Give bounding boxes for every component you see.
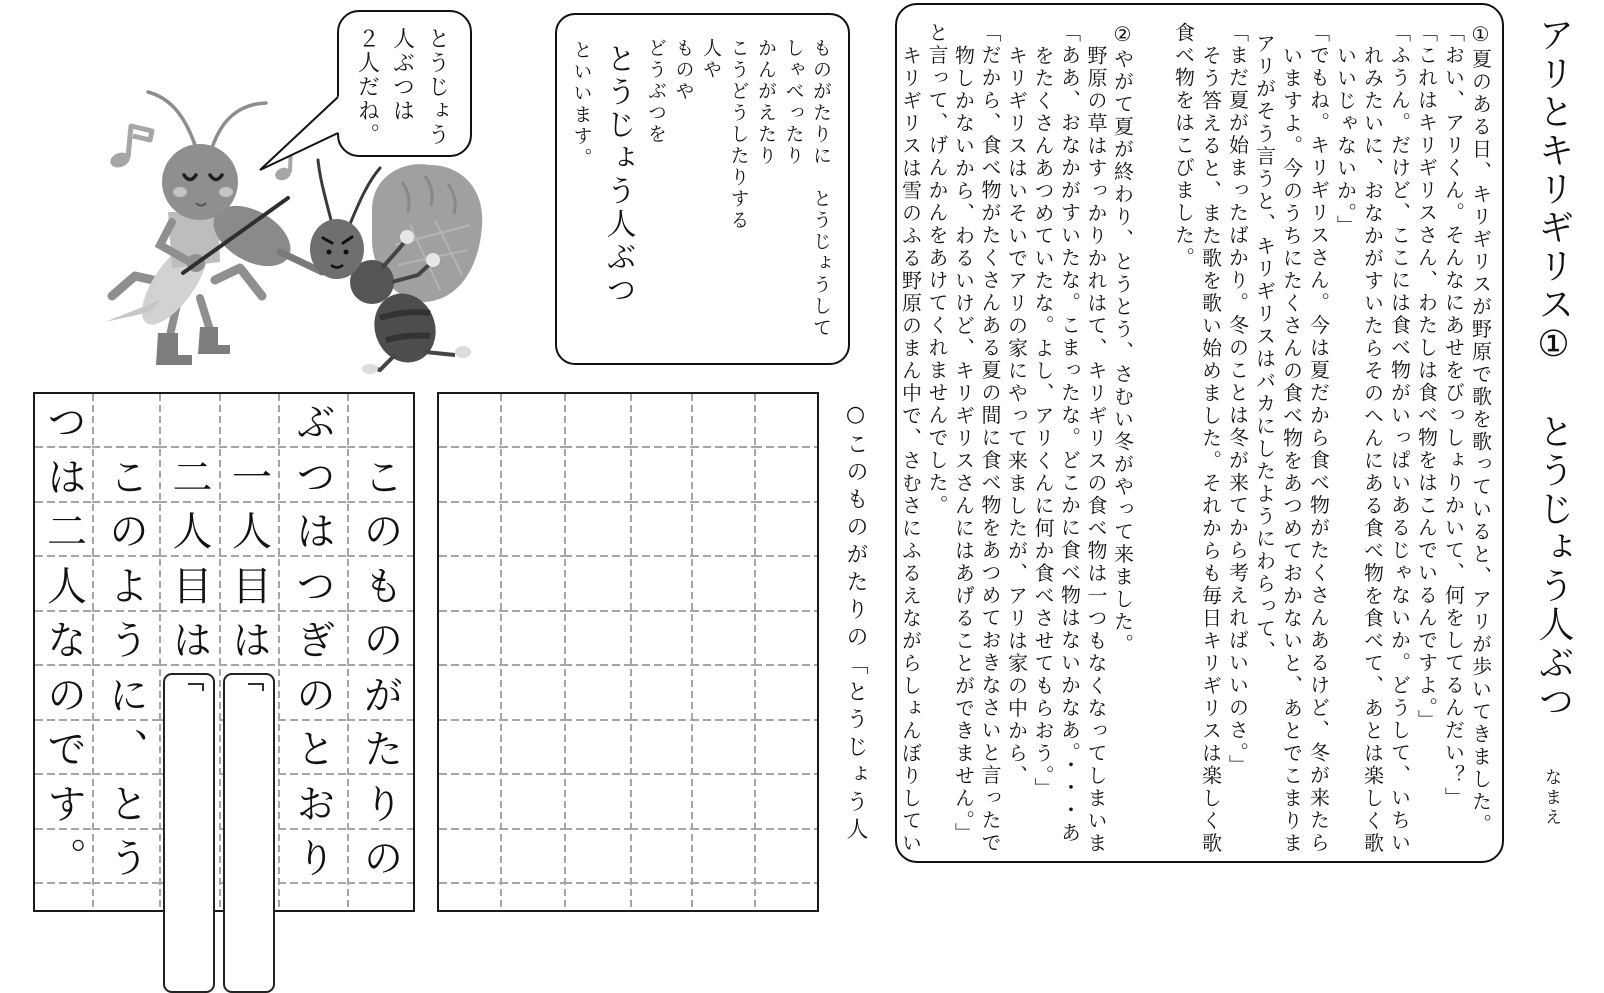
grid-cell: [159, 558, 219, 613]
story-line: キリギリスは雪のふる野原のまん中で、さむさにふるえながらしょんぼりしてい: [898, 44, 923, 855]
grid-char: が: [357, 673, 403, 714]
story-line: をたくさんあつめていたな。よし、アリくんに何か食べさせてもらおう。」: [1031, 44, 1055, 800]
grid-cell: [92, 394, 159, 449]
writing-grid-column[interactable]: [691, 394, 754, 910]
grid-cell: [278, 503, 347, 558]
grid-char: な: [40, 619, 87, 660]
story-part-2: [897, 22, 1136, 855]
grid-char: の: [102, 510, 149, 551]
grid-cell: [347, 394, 413, 449]
writing-grid-column[interactable]: [564, 394, 630, 910]
grid-cell: [159, 394, 219, 449]
grid-cell: [35, 503, 92, 558]
story-line: 「これはキリギリスさん、わたしは食べ物をはこんでいるんですよ。」: [1414, 22, 1439, 732]
grid-cell: [347, 776, 413, 831]
grid-cell: [278, 449, 347, 504]
grid-cell: [219, 612, 278, 667]
grid-cell: [278, 612, 347, 667]
grid-cell: [347, 721, 413, 776]
grid-cell: [278, 830, 347, 885]
grid-cell: [219, 503, 278, 558]
story-line: 「でもね。キリギリスさん。今は夏だから食べ物がたくさんあるけど、冬が来たら: [1306, 22, 1331, 855]
speech-line: ２人だね。: [354, 27, 380, 147]
grid-char: ぎ: [289, 619, 336, 660]
story-line: と言って、げんかんをあけてくれませんでした。: [925, 22, 949, 517]
grid-char: う: [102, 837, 149, 878]
grid-char: 人: [166, 510, 212, 551]
grid-char: よ: [102, 564, 149, 605]
grid-cell: [278, 721, 347, 776]
definition-text: [567, 38, 834, 339]
definition-line: かんがえたり: [755, 38, 777, 167]
story-line: いいじゃないか。」: [1333, 44, 1358, 237]
grid-char: つ: [289, 564, 336, 605]
grid-cell: [159, 449, 219, 504]
grid-char: り: [357, 782, 403, 823]
story-line: れみたいに、おなかがすいたらそのへんにある食べ物を食べて、あとは楽しく歌: [1360, 44, 1385, 855]
grid-cell: [35, 612, 92, 667]
grid-cell: [92, 503, 159, 558]
grid-char: は: [225, 619, 272, 660]
grid-cell: [278, 776, 347, 831]
grid-column: [35, 394, 92, 910]
story-line: ②やがて夏が終わり、とうとう、さむい冬がやって来ました。: [1110, 22, 1135, 656]
definition-line: どうぶつを: [645, 38, 667, 146]
grid-cell: [347, 558, 413, 613]
grid-cell: [159, 503, 219, 558]
writing-grid[interactable]: [437, 392, 819, 912]
grid-char: 目: [166, 564, 212, 605]
grid-cell: [219, 449, 278, 504]
grid-char: つ: [40, 401, 87, 442]
grid-column: [278, 394, 347, 910]
grid-cell: [159, 612, 219, 667]
story-line: 「まだ夏が始まったばかり。冬のことは冬が来てから考えればいいのさ。」: [1225, 22, 1250, 777]
grid-cell: [92, 449, 159, 504]
definition-box: [555, 13, 850, 365]
grid-cell: [347, 667, 413, 722]
ant-character: [310, 160, 482, 374]
grid-cell: [92, 776, 159, 831]
definition-line: ものや: [672, 38, 695, 103]
question-prompt: [841, 402, 869, 845]
grid-cell: [92, 558, 159, 613]
worksheet-title: アリとキリギリス①: [1533, 16, 1574, 368]
grid-char: 人: [40, 564, 87, 605]
story-line: アリがそう言うと、キリギリスはバカにしたようにわらって、: [1252, 33, 1277, 663]
grid-char: 、: [102, 728, 149, 769]
grid-char: こ: [102, 455, 149, 496]
story-line: いますよ。今のうちにたくさんの食べ物をあつめておかないと、あとでこまりま: [1279, 44, 1304, 855]
grid-column: [92, 394, 159, 910]
grid-char: は: [40, 455, 87, 496]
writing-grid-column[interactable]: [754, 394, 817, 910]
open-bracket-mark: [248, 683, 264, 691]
grid-cell: [219, 558, 278, 613]
grid-char: の: [357, 837, 403, 878]
grid-cell: [35, 394, 92, 449]
grid-char: は: [166, 619, 212, 660]
story-line: 「おい、アリくん。そんなにあせをびっしょりかいて、何をしてるんだい？」: [1441, 22, 1466, 810]
question-marker-icon: ○: [843, 402, 868, 433]
grid-cell: [278, 667, 347, 722]
grid-cell: [347, 449, 413, 504]
writing-grid-column[interactable]: [630, 394, 691, 910]
story-line: 物しかないから、わるいけど、キリギリスさんにはあげることができません。」: [951, 44, 976, 845]
grid-char: と: [102, 782, 149, 823]
grid-char: と: [289, 728, 336, 769]
grid-cell: [92, 721, 159, 776]
grid-char: ぶ: [289, 401, 336, 442]
grid-column: [159, 394, 219, 910]
grid-cell: [347, 612, 413, 667]
writing-grid-column[interactable]: [500, 394, 564, 910]
grid-char: り: [289, 837, 336, 878]
grid-cell: [92, 830, 159, 885]
answer-blank-second-character[interactable]: [163, 673, 215, 993]
grid-cell: [35, 721, 92, 776]
grid-char: も: [357, 564, 403, 605]
grid-char: 二: [166, 455, 212, 496]
definition-keyword: とうじょう人ぶつ: [600, 43, 636, 307]
grid-char: 人: [225, 510, 272, 551]
grid-cell: [219, 394, 278, 449]
story-part-1: [1170, 22, 1494, 855]
name-label: なまえ: [1541, 768, 1561, 828]
grid-cell: [35, 776, 92, 831]
story-line: ①夏のある日、キリギリスが野原で歌を歌っていると、アリが歩いてきました。: [1468, 22, 1493, 836]
grid-cell: [35, 830, 92, 885]
story-line: 食べ物をはこびました。: [1171, 22, 1196, 270]
grid-cell: [278, 394, 347, 449]
speech-line: とうじょう: [424, 27, 450, 147]
story-line: 「ああ、おなかがすいたな。こまったな。どこかに食べ物はないかなあ。・・・あ: [1057, 22, 1082, 845]
grid-char: に: [102, 673, 149, 714]
story-line: 「ふうん。だけど、ここには食べ物がいっぱいあるじゃないか。どうして、いちい: [1387, 22, 1412, 855]
story-line: そう答えると、また歌を歌い始めました。それからも毎日キリギリスは楽しく歌: [1198, 44, 1223, 855]
grid-cell: [347, 503, 413, 558]
grid-cell: [35, 558, 92, 613]
grid-char: で: [40, 728, 87, 769]
definition-line: 人や: [700, 38, 722, 81]
answer-grid: [33, 392, 415, 912]
grid-char: の: [40, 673, 87, 714]
grid-char: つ: [289, 455, 336, 496]
speech-bubble-text: [350, 27, 455, 147]
question-text: このものがたりの「とうじょう人: [843, 432, 868, 845]
grid-cell: [35, 449, 92, 504]
answer-blank-first-character[interactable]: [223, 673, 275, 993]
grid-column: [347, 394, 413, 910]
grid-cell: [92, 612, 159, 667]
grid-char: す: [40, 782, 87, 823]
definition-closing: といいます。: [570, 40, 593, 169]
worksheet-subtitle: とうじょう人ぶつ: [1533, 413, 1574, 721]
definition-line: ものがたりに とうじょうして: [810, 38, 832, 339]
grid-char: の: [289, 673, 336, 714]
definition-line: こうどうしたりする: [727, 38, 750, 232]
open-bracket-mark: [188, 683, 204, 691]
grid-char: お: [289, 782, 336, 823]
definition-line: しゃべったり: [782, 38, 805, 167]
grid-char: 二: [40, 510, 87, 551]
grid-cell: [347, 830, 413, 885]
speech-bubble-tail: [0, 0, 360, 180]
grid-cell: [92, 667, 159, 722]
story-box: [895, 3, 1504, 863]
grid-cell: [278, 558, 347, 613]
grid-char: は: [289, 510, 336, 551]
grid-char: 一: [225, 455, 272, 496]
grid-char: 。: [40, 837, 87, 878]
grid-char: の: [357, 619, 403, 660]
story-line: 「だから、食べ物がたくさんある夏の間に食べ物をあつめておきなさいと言ったで: [978, 22, 1002, 855]
grid-cell: [35, 667, 92, 722]
grid-char: こ: [357, 455, 403, 496]
writing-grid-column[interactable]: [439, 394, 500, 910]
story-line: キリギリスはいそいでアリの家にやって来ましたが、アリは家の中から、: [1004, 44, 1029, 787]
grid-char: 目: [225, 564, 272, 605]
grid-char: た: [357, 728, 403, 769]
grid-char: の: [357, 510, 403, 551]
grid-column: [219, 394, 278, 910]
speech-line: 人ぶつは: [389, 27, 415, 123]
story-line: 野原の草はすっかりかれはて、キリギリスの食べ物は一つもなくなってしまいま: [1084, 44, 1108, 855]
grid-char: う: [102, 619, 149, 660]
